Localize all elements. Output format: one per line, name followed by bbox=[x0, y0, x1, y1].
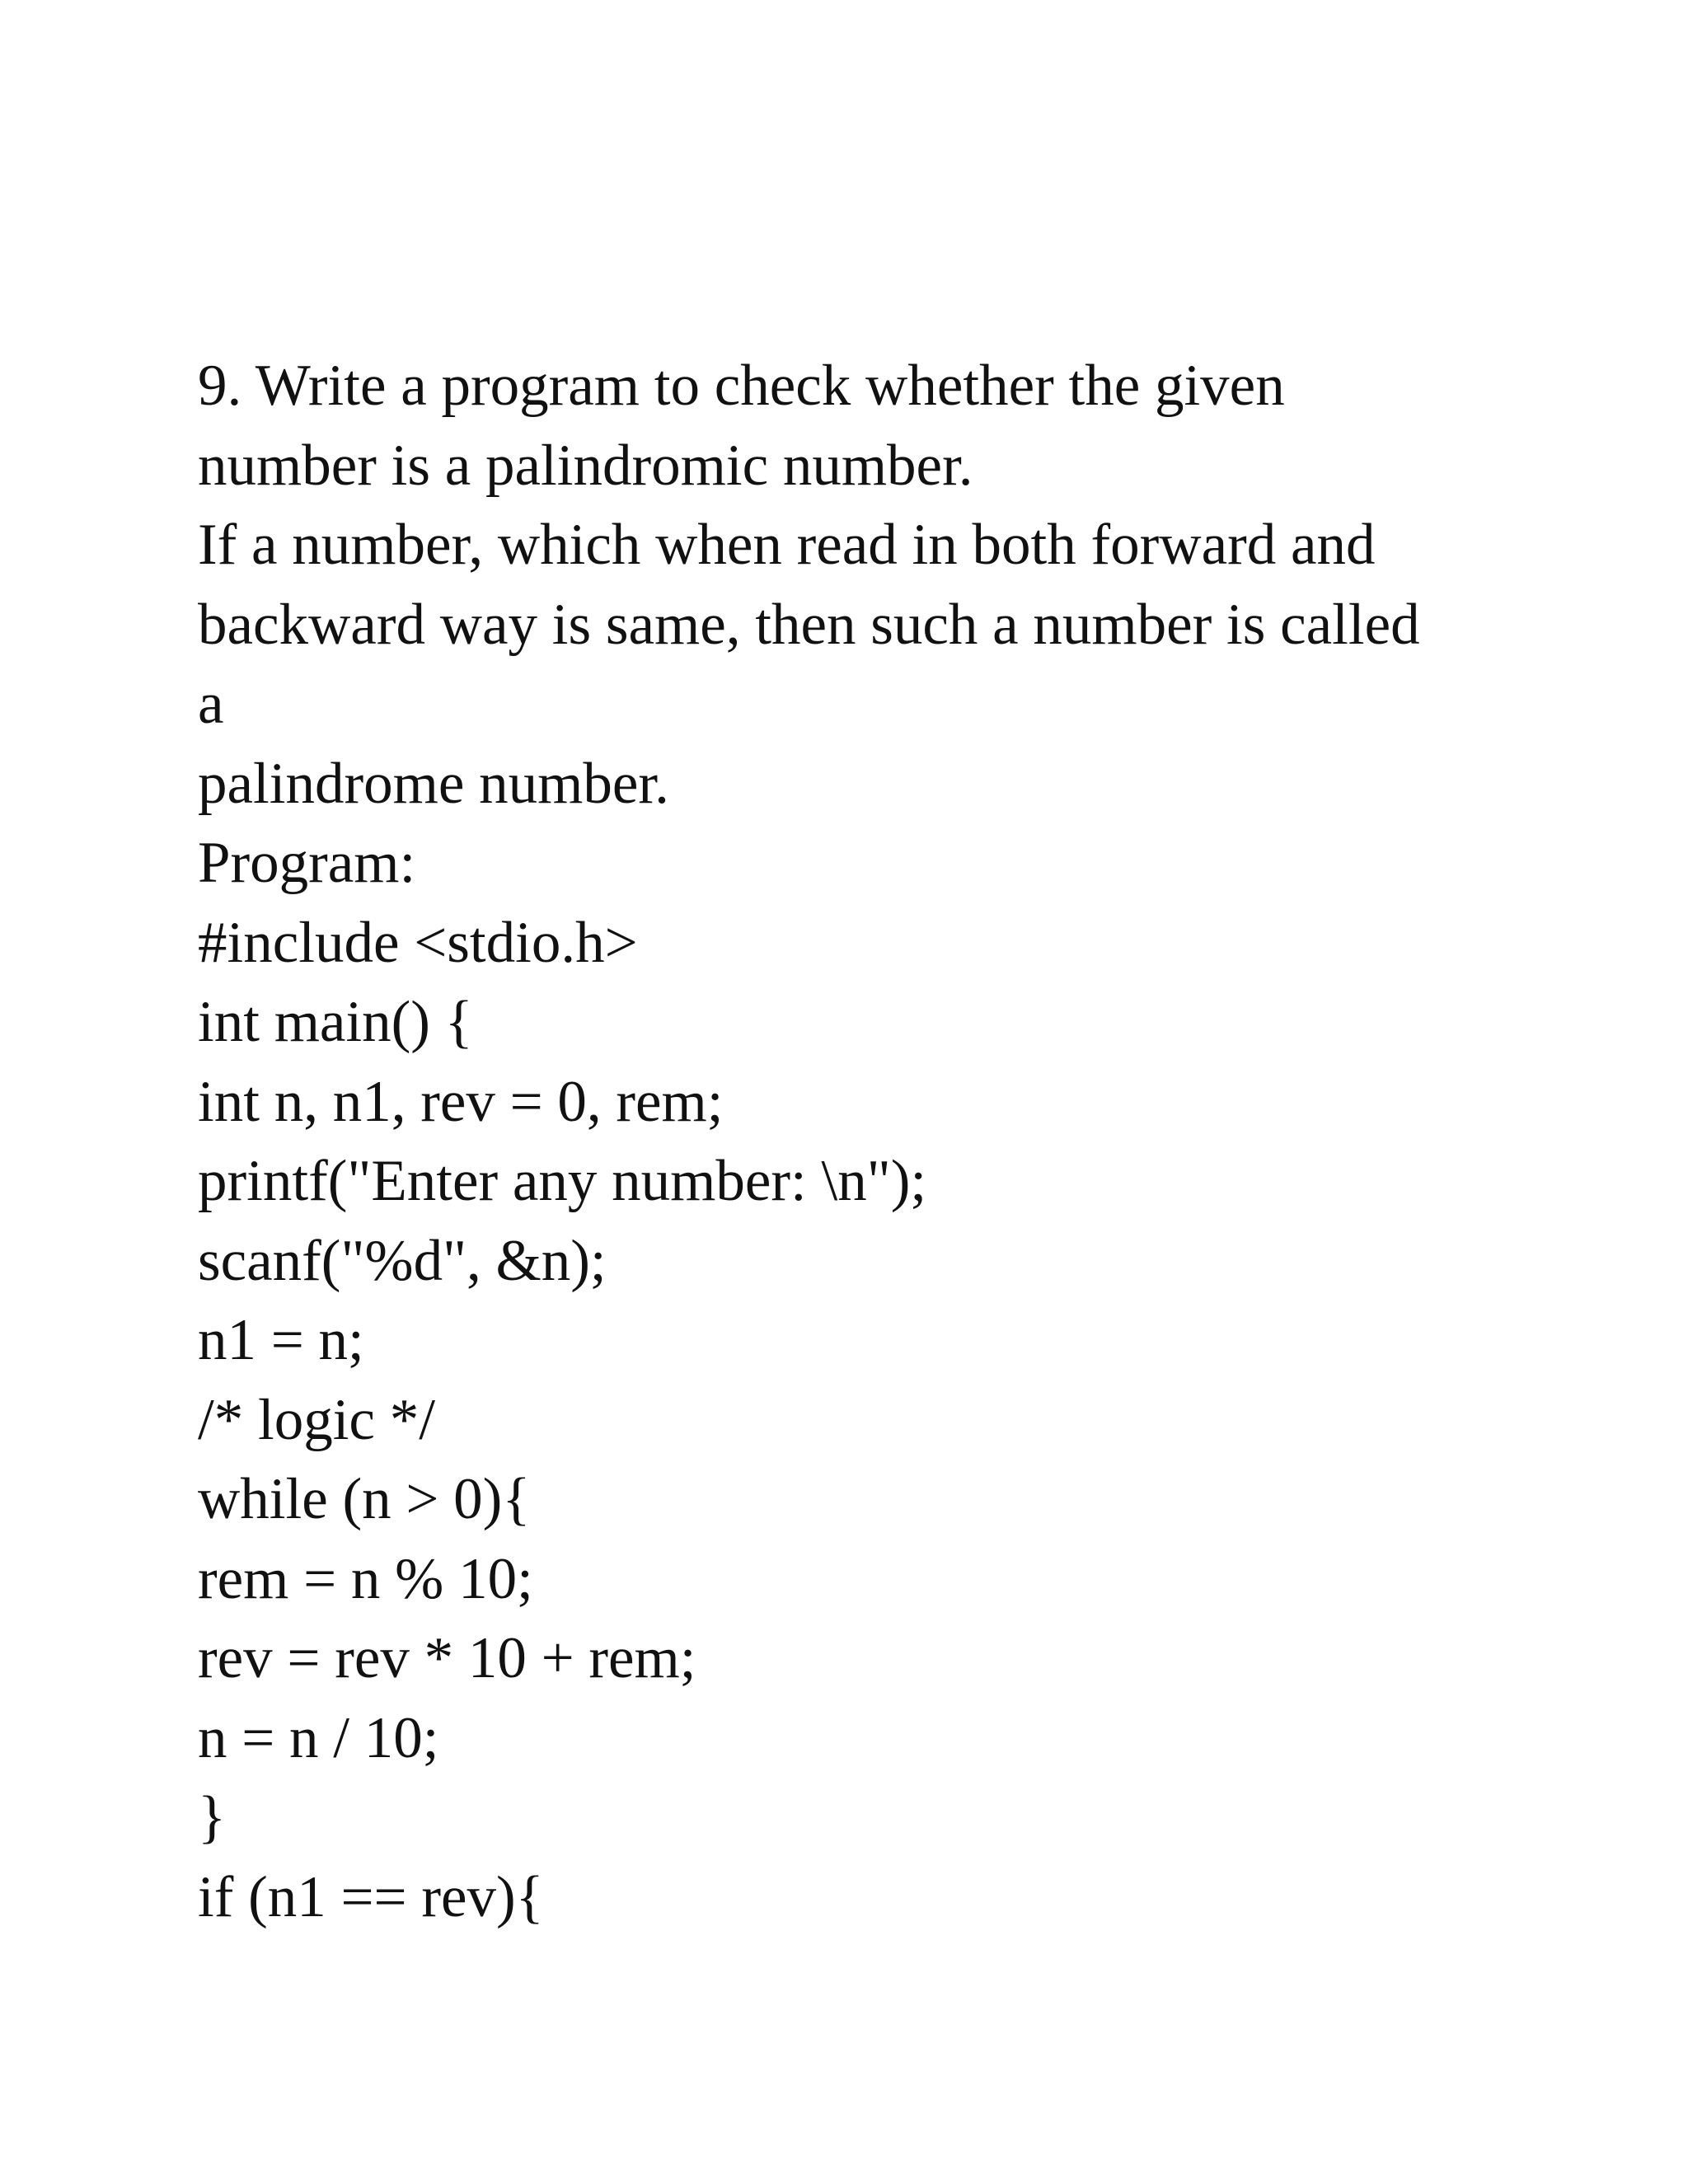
code-line: #include <stdio.h> bbox=[198, 910, 638, 975]
code-line: n = n / 10; bbox=[198, 1705, 439, 1770]
code-line: int n, n1, rev = 0, rem; bbox=[198, 1069, 724, 1134]
document-text bbox=[198, 346, 1550, 1937]
code-line: scanf("%d", &n); bbox=[198, 1228, 607, 1293]
code-line: rem = n % 10; bbox=[198, 1546, 533, 1611]
definition-line-3: a bbox=[198, 672, 224, 736]
code-line: if (n1 == rev){ bbox=[198, 1864, 544, 1929]
program-heading: Program: bbox=[198, 831, 416, 895]
code-line: rev = rev * 10 + rem; bbox=[198, 1626, 696, 1690]
definition-line-2: backward way is same, then such a number is called bbox=[198, 592, 1420, 657]
code-line: /* logic */ bbox=[198, 1387, 435, 1452]
code-line: printf("Enter any number: \n"); bbox=[198, 1149, 927, 1213]
question-line-1: 9. Write a program to check whether the given bbox=[198, 354, 1285, 418]
definition-line-4: palindrome number. bbox=[198, 751, 669, 816]
code-line: int main() { bbox=[198, 990, 473, 1054]
code-line: } bbox=[198, 1785, 227, 1849]
code-line: n1 = n; bbox=[198, 1308, 364, 1372]
definition-line-1: If a number, which when read in both forward and bbox=[198, 513, 1376, 577]
question-line-2: number is a palindromic number. bbox=[198, 433, 973, 498]
code-line: while (n > 0){ bbox=[198, 1467, 531, 1531]
